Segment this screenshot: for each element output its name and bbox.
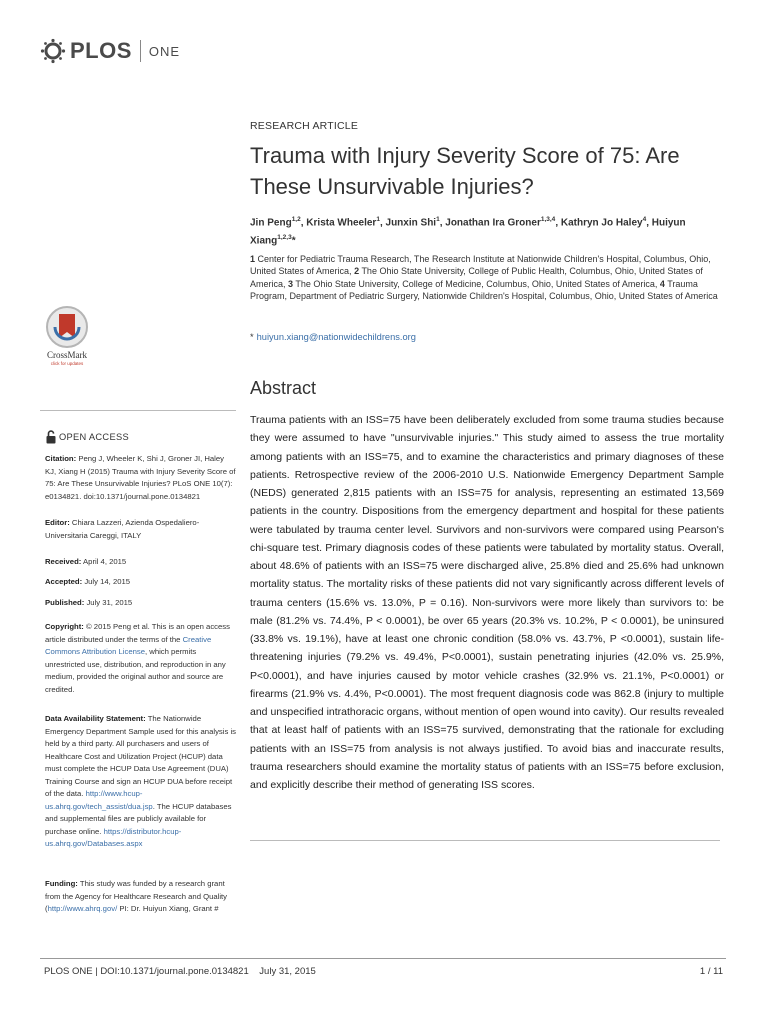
article-title: Trauma with Injury Severity Score of 75: Are These Unsurvivable Injuries?: [250, 143, 680, 199]
received-date: [45, 556, 237, 569]
abstract-heading: Abstract: [250, 378, 317, 398]
logo-word: PLOS: [70, 38, 132, 63]
published-label: Published:: [45, 598, 85, 607]
citation-text: Peng J, Wheeler K, Shi J, Groner JI, Haley KJ, Xiang H (2015) Trauma with Injury Severity Score of 75: Are These Unsurvivable Injuries? PLoS ONE 10(7): e0134821. doi:10.1371/journal.pone.0134821: [45, 454, 236, 501]
affiliation-text: Trauma Program, Department of Pediatric Surgery, Nationwide Children's Hospital, Columbus, Ohio, United States of America: [250, 278, 718, 301]
plos-one-logo[interactable]: [40, 36, 180, 66]
data-availability: [45, 713, 237, 851]
copyright-text-2: , which permits unrestricted use, distribution, and reproduction in any medium, provided the original author and source are credited.: [45, 647, 226, 694]
data-availability-text-2: . The HCUP databases and supplemental files are publicly available for purchase online.: [45, 801, 232, 836]
affiliation-number: 1: [250, 254, 256, 264]
open-access-label: [46, 430, 129, 444]
author-list: [250, 212, 720, 249]
copyright: [45, 621, 237, 696]
author-name[interactable]: Kathryn Jo Haley: [560, 217, 643, 229]
editor-text: Chiara Lazzeri, Azienda Ospedaliero-Universitaria Careggi, ITALY: [45, 518, 200, 540]
crossmark-label: CrossMark: [47, 350, 87, 360]
footer-citation: PLOS ONE | DOI:10.1371/journal.pone.0134821 July 31, 2015: [44, 966, 316, 977]
crossmark-icon: [45, 305, 89, 349]
accepted-text: July 14, 2015: [84, 577, 131, 586]
affiliation-number: 2: [354, 266, 360, 277]
author-affiliation-marker: 1,3,4: [540, 216, 556, 223]
author-name[interactable]: Jin Peng: [250, 217, 292, 229]
correspondence-email-link[interactable]: huiyun.xiang@nationwidechildrens.org: [256, 332, 416, 342]
copyright-text-1: © 2015 Peng et al. This is an open access article distributed under the terms of the: [45, 622, 230, 644]
author-separator: ,: [379, 217, 386, 229]
affiliation-number: 4: [659, 278, 665, 289]
citation: [45, 453, 237, 503]
received-text: April 4, 2015: [83, 557, 127, 566]
author-name[interactable]: Jonathan Ira Groner: [445, 217, 541, 229]
dua-link[interactable]: http://www.hcup-us.ahrq.gov/tech_assist/dua.jsp: [45, 789, 153, 811]
funding-text-1: This study was funded by a research grant from the Agency for Healthcare Research and Quality (: [45, 879, 228, 913]
author-affiliation-marker: 1,2: [291, 216, 301, 223]
author-affiliation-marker: 4: [642, 216, 647, 223]
funding-label: Funding:: [45, 879, 78, 888]
open-lock-icon: [46, 430, 56, 444]
ahrq-link[interactable]: http://www.ahrq.gov/: [47, 904, 118, 913]
funding: [45, 878, 237, 916]
citation-label: Citation:: [45, 454, 77, 463]
copyright-label: Copyright:: [45, 622, 84, 631]
page-number: 1 / 11: [699, 966, 723, 977]
affiliation-text: The Ohio State University, College of Public Health, Columbus, Ohio, United States of America,: [250, 266, 703, 289]
author-separator: ,: [646, 217, 652, 229]
abstract-divider: [250, 840, 720, 841]
author-separator: ,: [300, 217, 307, 229]
article-type: RESEARCH ARTICLE: [250, 120, 359, 132]
crossmark-badge[interactable]: [42, 305, 92, 366]
published-date: [45, 597, 237, 610]
data-availability-label: Data Availability Statement:: [45, 714, 146, 723]
license-link[interactable]: Creative Commons Attribution License: [45, 634, 212, 656]
editor-label: Editor:: [45, 518, 70, 527]
correspondence-mark: *: [250, 332, 254, 342]
received-label: Received:: [45, 557, 82, 566]
data-availability-text-1: The Nationwide Emergency Department Sample used for this analysis is held by a third party. All purchasers and users of Healthcare Cost and Utilization Project (HCUP) data must complete the HCUP Data Use Agreement (DUA) Training Course and sign an HCUP DUA before receipt of the data.: [45, 714, 236, 798]
author-name[interactable]: Krista Wheeler: [306, 217, 377, 229]
sidebar-divider: [40, 410, 236, 411]
author-name[interactable]: Huiyun Xiang: [250, 217, 686, 247]
author-separator: ,: [439, 217, 446, 229]
accepted-label: Accepted:: [45, 577, 83, 586]
published-text: July 31, 2015: [86, 598, 133, 607]
affiliation-number: 3: [288, 278, 294, 289]
affiliation-text: The Ohio State University, College of Medicine, Columbus, Ohio, United States of America,: [295, 278, 658, 289]
editor: [45, 517, 237, 542]
author-separator: *: [291, 235, 296, 247]
author-separator: ,: [555, 217, 561, 229]
funding-text-2: PI: Dr. Huiyun Xiang, Grant #: [117, 904, 219, 913]
author-affiliation-marker: 1,2,3: [277, 234, 292, 242]
crossmark-sublabel: click for updates: [50, 361, 84, 366]
plos-logo-mark-icon: [40, 38, 66, 64]
abstract-text: Trauma patients with an ISS=75 have been deliberately excluded from some trauma studies because they were assumed to have "unsurvivable injuries." This study aimed to assess the true mortality among patients with an ISS=75, and to examine the characteristics and primary diagnoses of these patients. Retrospective review of the 2006-2010 U.S. Nationwide Emergency Department Sample (NEDS) generated 2,815 patients with an ISS=75 for analysis, representing an estimated 13,569 patients in the country. Dispositions from the emergency department and hospital for these patients were tabulated by trauma center level. Survivors and non-survivors were compared using Pearson's chi-square test. Primary diagnosis codes of these patients were tabulated by mortality status. Overall, about 48.6% of patients with an ISS=75 were discharged alive, 25.8% died and 25.6% had unknown mortality status. The mortality risks of these patients did not vary significantly across different levels of trauma centers (15.6% vs. 13.0%, P = 0.16). Non-survivors were more likely than survivors to: be male (81.2% vs. 74.4%, P < 0.0001), be over 65 years (20.3% vs. 10.2%, P < 0.0001), be uninsured (33.8% vs. 19.1%), have at least one chronic condition (58.0% vs. 43.7%, P <0.0001), sustain life-threatening injuries (79.2% vs. 49.4%, P<0.0001), sustain penetrating injuries (42.0% vs. 25.9%, P<0.0001), and have injuries caused by motor vehicle crashes (32.9% vs. 21.1%, P<0.0001) or firearms (21.9% vs. 4.4%, P<0.0001). The most frequent diagnosis code was 862.8 (injury to multiple and unspecified intrathoracic organs, without mention of open wound into cavity). Our results revealed that at least half of patients with an ISS=75 survived, demonstrating that the rationale for excluding patients with an ISS=75 from analysis is not always justified. To avoid bias and inaccurate results, trauma researchers should examine the mortality status of patients with an ISS=75 before exclusion, and explicitly describe their method of generating ISS scores.: [250, 414, 724, 791]
affiliation-text: Center for Pediatric Trauma Research, The Research Institute at Nationwide Children's Hospital, Columbus, Ohio, United States of America,: [250, 254, 711, 277]
author-affiliation-marker: 1: [376, 216, 380, 223]
accepted-date: [45, 576, 237, 589]
logo-divider: [140, 40, 141, 62]
footer-divider: [40, 958, 726, 959]
logo-journal-name: ONE: [148, 43, 181, 59]
author-affiliation-marker: 1: [436, 216, 440, 223]
databases-link[interactable]: https://distributor.hcup-us.ahrq.gov/Databases.aspx: [45, 826, 182, 848]
correspondence: [250, 332, 416, 342]
open-access-text: OPEN ACCESS: [59, 432, 129, 442]
author-name[interactable]: Junxin Shi: [385, 217, 437, 229]
affiliations: [250, 253, 718, 302]
